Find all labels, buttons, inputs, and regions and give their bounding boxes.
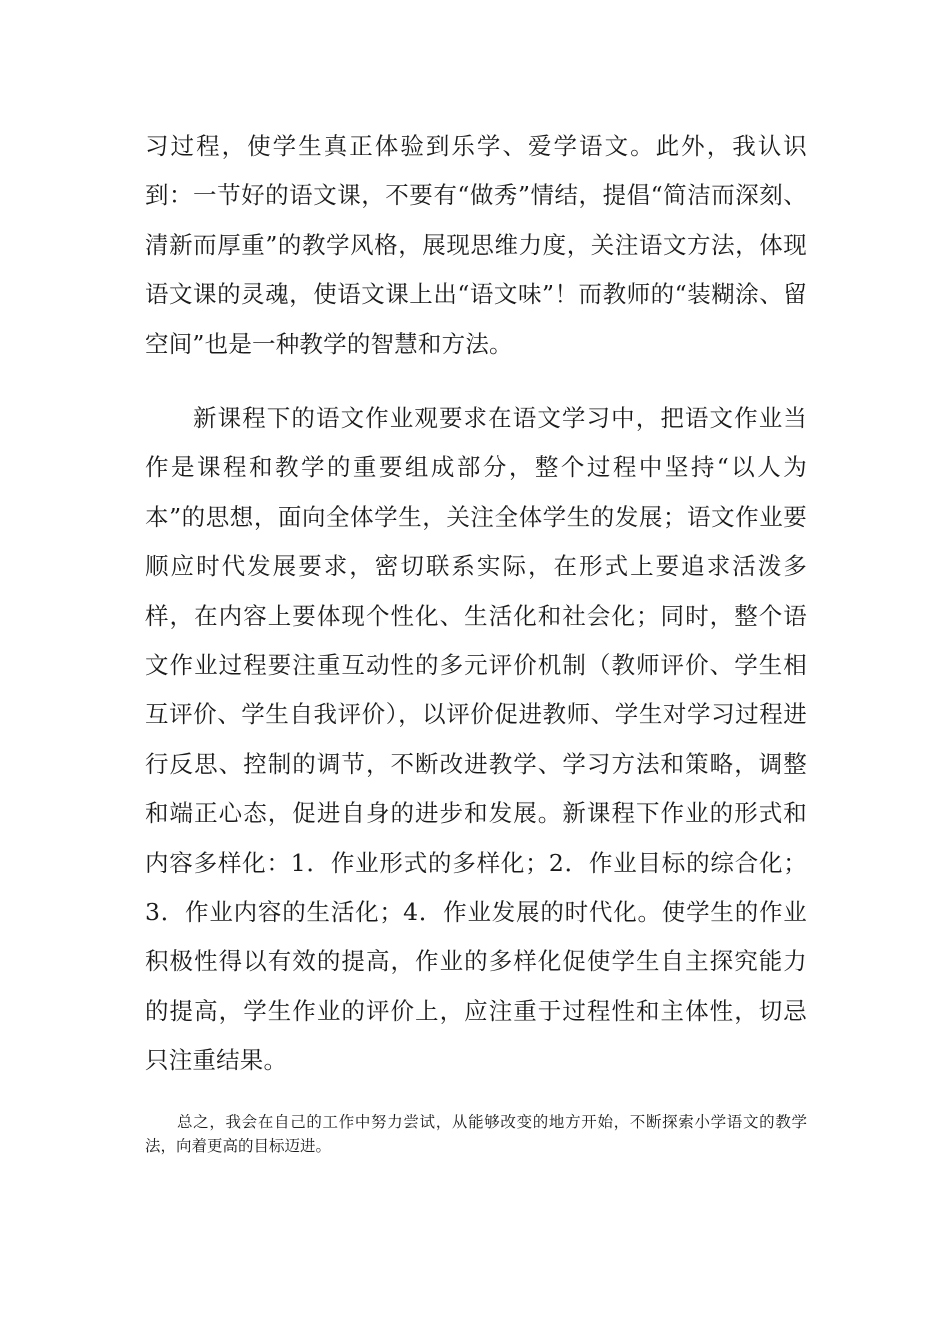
body-paragraph-3: 总之，我会在自己的工作中努力尝试，从能够改变的地方开始，不断探索小学语文的教学法，向着更高的目标迈进。 bbox=[145, 1113, 807, 1155]
body-paragraph-2: 新课程下的语文作业观要求在语文学习中，把语文作业当作是课程和教学的重要组成部分，整个过程中坚持“以人为本”的思想，面向全体学生，关注全体学生的发展；语文作业要顺应时代发展要求，密切联系实际，在形式上要追求活泼多样，在内容上要体现个性化、生活化和社会化；同时，整个语文作业过程要注重互动性的多元评价机制（教师评价、学生相互评价、学生自我评价），以评价促进教师、学生对学习过程进行反思、控制的调节，不断改进教学、学习方法和策略，调整和端正心态，促进自身的进步和发展。新课程下作业的形式和内容多样化：1．作业形式的多样化；2．作业目标的综合化；3．作业内容的生活化；4．作业发展的时代化。使学生的作业积极性得以有效的提高，作业的多样化促使学生自主探究能力的提高，学生作业的评价上，应注重于过程性和主体性，切忌只注重结果。 bbox=[145, 404, 807, 1075]
body-paragraph-1: 习过程，使学生真正体验到乐学、爱学语文。此外，我认识到：一节好的语文课，不要有“做秀”情结，提倡“简洁而深刻、清新而厚重”的教学风格，展现思维力度，关注语文方法，体现语文课的灵魂，使语文课上出“语文味”！而教师的“装糊涂、留空间”也是一种教学的智慧和方法。 bbox=[145, 132, 807, 358]
